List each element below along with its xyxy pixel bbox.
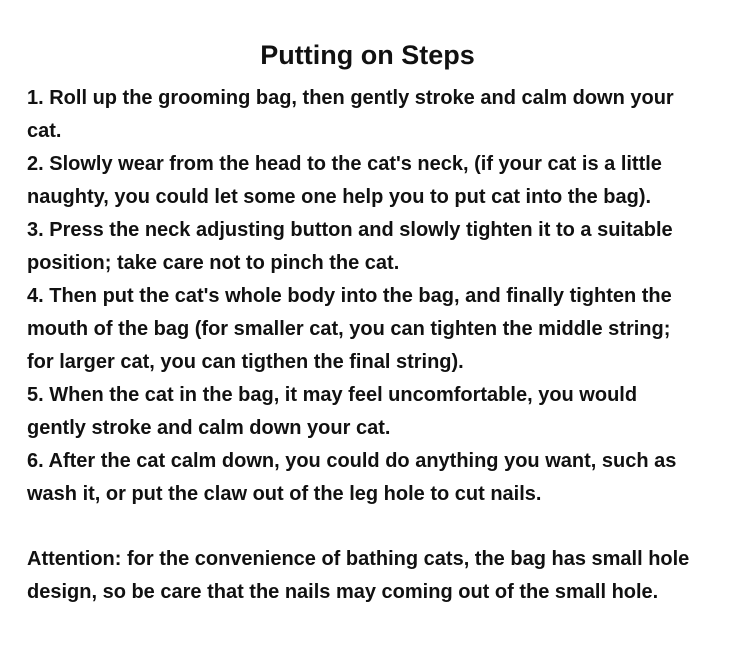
- step-line: wash it, or put the claw out of the leg hole to cut nails.: [27, 483, 542, 505]
- attention-line: Attention: for the convenience of bathing cats, the bag has small hole: [27, 548, 690, 570]
- step-line: naughty, you could let some one help you to put cat into the bag).: [27, 186, 652, 208]
- step-line: 3. Press the neck adjusting button and slowly tighten it to a suitable: [27, 219, 673, 241]
- step-line: 2. Slowly wear from the head to the cat's neck, (if your cat is a little: [27, 153, 662, 175]
- page-title: Putting on Steps: [260, 40, 475, 70]
- step-5: [27, 379, 727, 445]
- attention-line: design, so be care that the nails may coming out of the small hole.: [27, 581, 659, 603]
- step-line: 1. Roll up the grooming bag, then gently stroke and calm down your: [27, 87, 674, 109]
- attention-note: [27, 543, 727, 609]
- step-line: cat.: [27, 120, 62, 142]
- step-2: [27, 148, 727, 214]
- step-line: mouth of the bag (for smaller cat, you can tighten the middle string;: [27, 318, 671, 340]
- step-line: 6. After the cat calm down, you could do anything you want, such as: [27, 450, 677, 472]
- step-1: [27, 82, 727, 148]
- step-line: 5. When the cat in the bag, it may feel uncomfortable, you would: [27, 384, 638, 406]
- steps-list: [27, 82, 727, 609]
- step-3: [27, 214, 727, 280]
- step-line: 4. Then put the cat's whole body into the bag, and finally tighten the: [27, 285, 672, 307]
- step-line: for larger cat, you can tigthen the final string).: [27, 351, 464, 373]
- step-6: [27, 445, 727, 511]
- spacer: [27, 511, 727, 543]
- step-line: gently stroke and calm down your cat.: [27, 417, 391, 439]
- step-line: position; take care not to pinch the cat.: [27, 252, 400, 274]
- step-4: [27, 280, 727, 379]
